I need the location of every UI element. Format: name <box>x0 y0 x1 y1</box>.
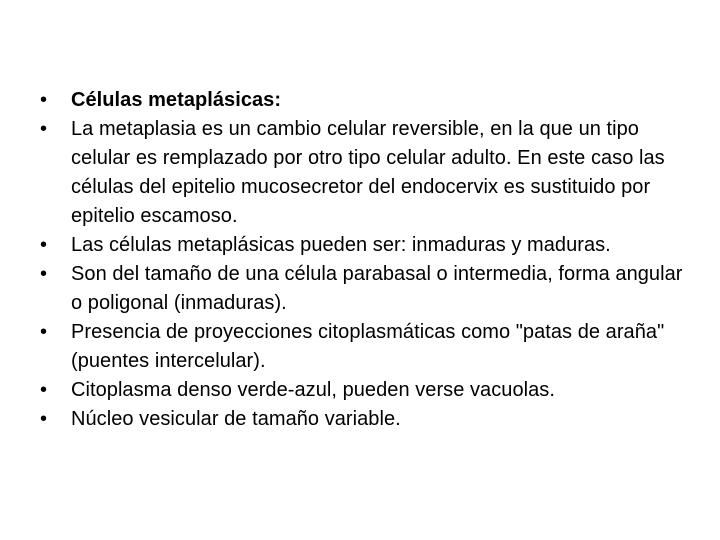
bullet-icon: • <box>40 118 48 140</box>
bullet-text: La metaplasia es un cambio celular reversible, en la que un tipo celular es remplazado por otro tipo celular adulto. En este caso las células del epitelio mucosecretor del endocervix es sustituido por epitelio escamoso. <box>71 118 665 227</box>
bullet-icon: • <box>40 89 48 111</box>
bullet-item <box>40 405 690 434</box>
bullet-icon: • <box>40 321 48 343</box>
bullet-icon: • <box>40 408 48 430</box>
bullet-text: Son del tamaño de una célula parabasal o intermedia, forma angular o poligonal (inmaduras). <box>71 263 683 314</box>
bullet-list <box>40 86 690 434</box>
bullet-text: Las células metaplásicas pueden ser: inmaduras y maduras. <box>71 234 611 256</box>
bullet-icon: • <box>40 234 48 256</box>
bullet-item <box>40 376 690 405</box>
bullet-item <box>40 260 690 318</box>
bullet-icon: • <box>40 263 48 285</box>
bullet-icon: • <box>40 379 48 401</box>
bullet-text: Células metaplásicas: <box>71 89 282 111</box>
bullet-text: Citoplasma denso verde-azul, pueden verse vacuolas. <box>71 379 555 401</box>
bullet-text: Presencia de proyecciones citoplasmáticas como "patas de araña"(puentes intercelular). <box>71 321 665 372</box>
bullet-item-heading <box>40 86 690 115</box>
bullet-item <box>40 318 690 376</box>
bullet-item <box>40 231 690 260</box>
bullet-text: Núcleo vesicular de tamaño variable. <box>71 408 401 430</box>
bullet-item <box>40 115 690 231</box>
